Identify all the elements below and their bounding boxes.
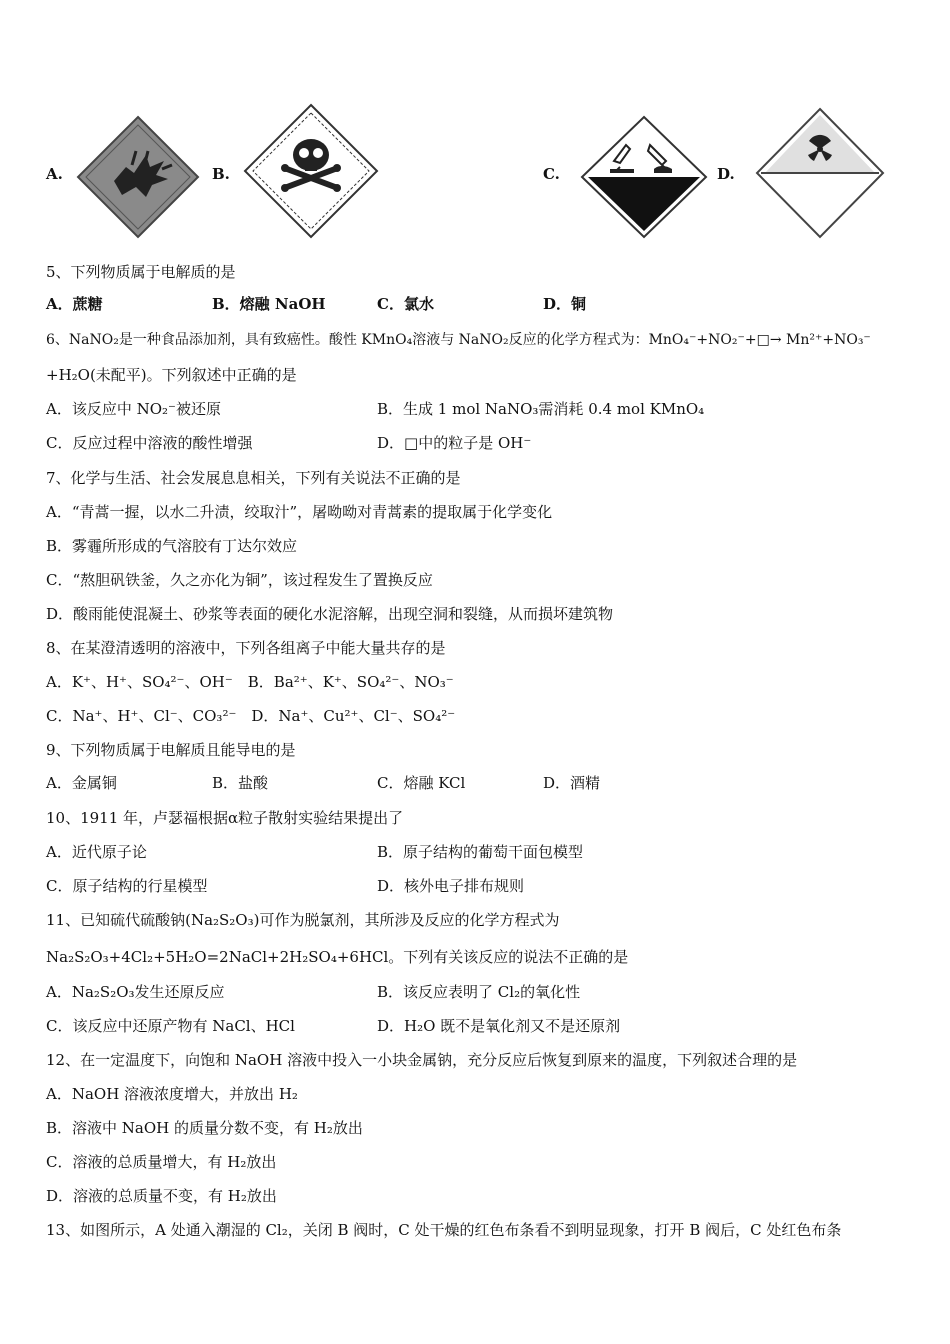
q9-option-d: D．酒精 bbox=[543, 774, 601, 792]
q11-option-c: C．该反应中还原产物有 NaCl、HCl bbox=[46, 1017, 295, 1035]
q8-options-cd: C．Na⁺、H⁺、Cl⁻、CO₃²⁻ D．Na⁺、Cu²⁺、Cl⁻、SO₄²⁻ bbox=[46, 707, 456, 725]
question-8-stem: 8、在某澄清透明的溶液中，下列各组离子中能大量共存的是 bbox=[46, 639, 446, 657]
question-10-stem: 10、1911 年，卢瑟福根据α粒子散射实验结果提出了 bbox=[46, 809, 404, 827]
q7-option-d: D．酸雨能使混凝土、砂浆等表面的硬化水泥溶解，出现空洞和裂缝，从而损坏建筑物 bbox=[46, 605, 614, 623]
question-13-stem: 13、如图所示，A 处通入潮湿的 Cl₂，关闭 B 阀时，C 处干燥的红色布条看不到明显现象，打开 B 阀后，C 处红色布条 bbox=[46, 1221, 842, 1239]
q11-option-b: B．该反应表明了 Cl₂的氧化性 bbox=[377, 983, 581, 1001]
q10-option-b: B．原子结构的葡萄干面包模型 bbox=[377, 843, 584, 861]
q5-option-a: A．蔗糖 bbox=[46, 295, 103, 313]
question-12-stem: 12、在一定温度下，向饱和 NaOH 溶液中投入一小块金属钠，充分反应后恢复到原来的温度，下列叙述合理的是 bbox=[46, 1051, 798, 1069]
q10-option-a: A．近代原子论 bbox=[46, 843, 147, 861]
q8-options-ab: A．K⁺、H⁺、SO₄²⁻、OH⁻ B．Ba²⁺、K⁺、SO₄²⁻、NO₃⁻ bbox=[46, 673, 454, 691]
q6-option-b: B．生成 1 mol NaNO₃需消耗 0.4 mol KMnO₄ bbox=[377, 400, 705, 418]
question-6-stem-line1: 6、NaNO₂是一种食品添加剂，具有致癌性。酸性 KMnO₄溶液与 NaNO₂反应的化学方程式为：MnO₄⁻+NO₂⁻+□→ Mn²⁺+NO₃⁻ bbox=[46, 332, 871, 348]
q12-option-d: D．溶液的总质量不变，有 H₂放出 bbox=[46, 1187, 277, 1205]
corrosive-hazard-icon bbox=[580, 115, 708, 239]
question-7-stem: 7、化学与生活、社会发展息息相关，下列有关说法不正确的是 bbox=[46, 469, 461, 487]
question-11-stem-line1: 11、已知硫代硫酸钠(Na₂S₂O₃)可作为脱氯剂，其所涉及反应的化学方程式为 bbox=[46, 911, 560, 929]
toxic-skull-icon bbox=[243, 103, 379, 239]
q9-option-b: B．盐酸 bbox=[212, 774, 269, 792]
question-9-stem: 9、下列物质属于电解质且能导电的是 bbox=[46, 741, 296, 759]
q7-option-a: A．“青蒿一握，以水二升渍，绞取汁”，屠呦呦对青蒿素的提取属于化学变化 bbox=[46, 503, 553, 521]
q9-option-a: A．金属铜 bbox=[46, 774, 117, 792]
question-5-stem: 5、下列物质属于电解质的是 bbox=[46, 263, 236, 281]
q7-option-b: B．雾霾所形成的气溶胶有丁达尔效应 bbox=[46, 537, 298, 555]
q11-option-a: A．Na₂S₂O₃发生还原反应 bbox=[46, 983, 225, 1001]
q12-option-b: B．溶液中 NaOH 的质量分数不变，有 H₂放出 bbox=[46, 1119, 363, 1137]
q6-option-d: D．□中的粒子是 OH⁻ bbox=[377, 434, 532, 452]
q5-option-d: D．铜 bbox=[543, 295, 587, 313]
option-b-label: B. bbox=[212, 165, 230, 183]
q12-option-a: A．NaOH 溶液浓度增大，并放出 H₂ bbox=[46, 1085, 298, 1103]
q9-option-c: C．熔融 KCl bbox=[377, 774, 466, 792]
explosive-hazard-icon bbox=[76, 115, 200, 239]
question-11-stem-line2: Na₂S₂O₃+4Cl₂+5H₂O=2NaCl+2H₂SO₄+6HCl。下列有关该反应的说法不正确的是 bbox=[46, 948, 629, 966]
q6-option-c: C．反应过程中溶液的酸性增强 bbox=[46, 434, 253, 452]
option-a-label: A. bbox=[46, 165, 63, 183]
q10-option-c: C．原子结构的行星模型 bbox=[46, 877, 208, 895]
question-6-stem-line2: +H₂O(未配平)。下列叙述中正确的是 bbox=[46, 366, 297, 384]
radioactive-hazard-icon bbox=[755, 107, 885, 239]
q6-option-a: A．该反应中 NO₂⁻被还原 bbox=[46, 400, 221, 418]
q12-option-c: C．溶液的总质量增大，有 H₂放出 bbox=[46, 1153, 277, 1171]
q10-option-d: D．核外电子排布规则 bbox=[377, 877, 525, 895]
option-c-label: C. bbox=[543, 165, 560, 183]
q5-option-b: B．熔融 NaOH bbox=[212, 295, 326, 313]
option-d-label: D. bbox=[717, 165, 735, 183]
q7-option-c: C．“熬胆矾铁釜，久之亦化为铜”，该过程发生了置换反应 bbox=[46, 571, 433, 589]
q11-option-d: D．H₂O 既不是氧化剂又不是还原剂 bbox=[377, 1017, 621, 1035]
q5-option-c: C．氯水 bbox=[377, 295, 434, 313]
